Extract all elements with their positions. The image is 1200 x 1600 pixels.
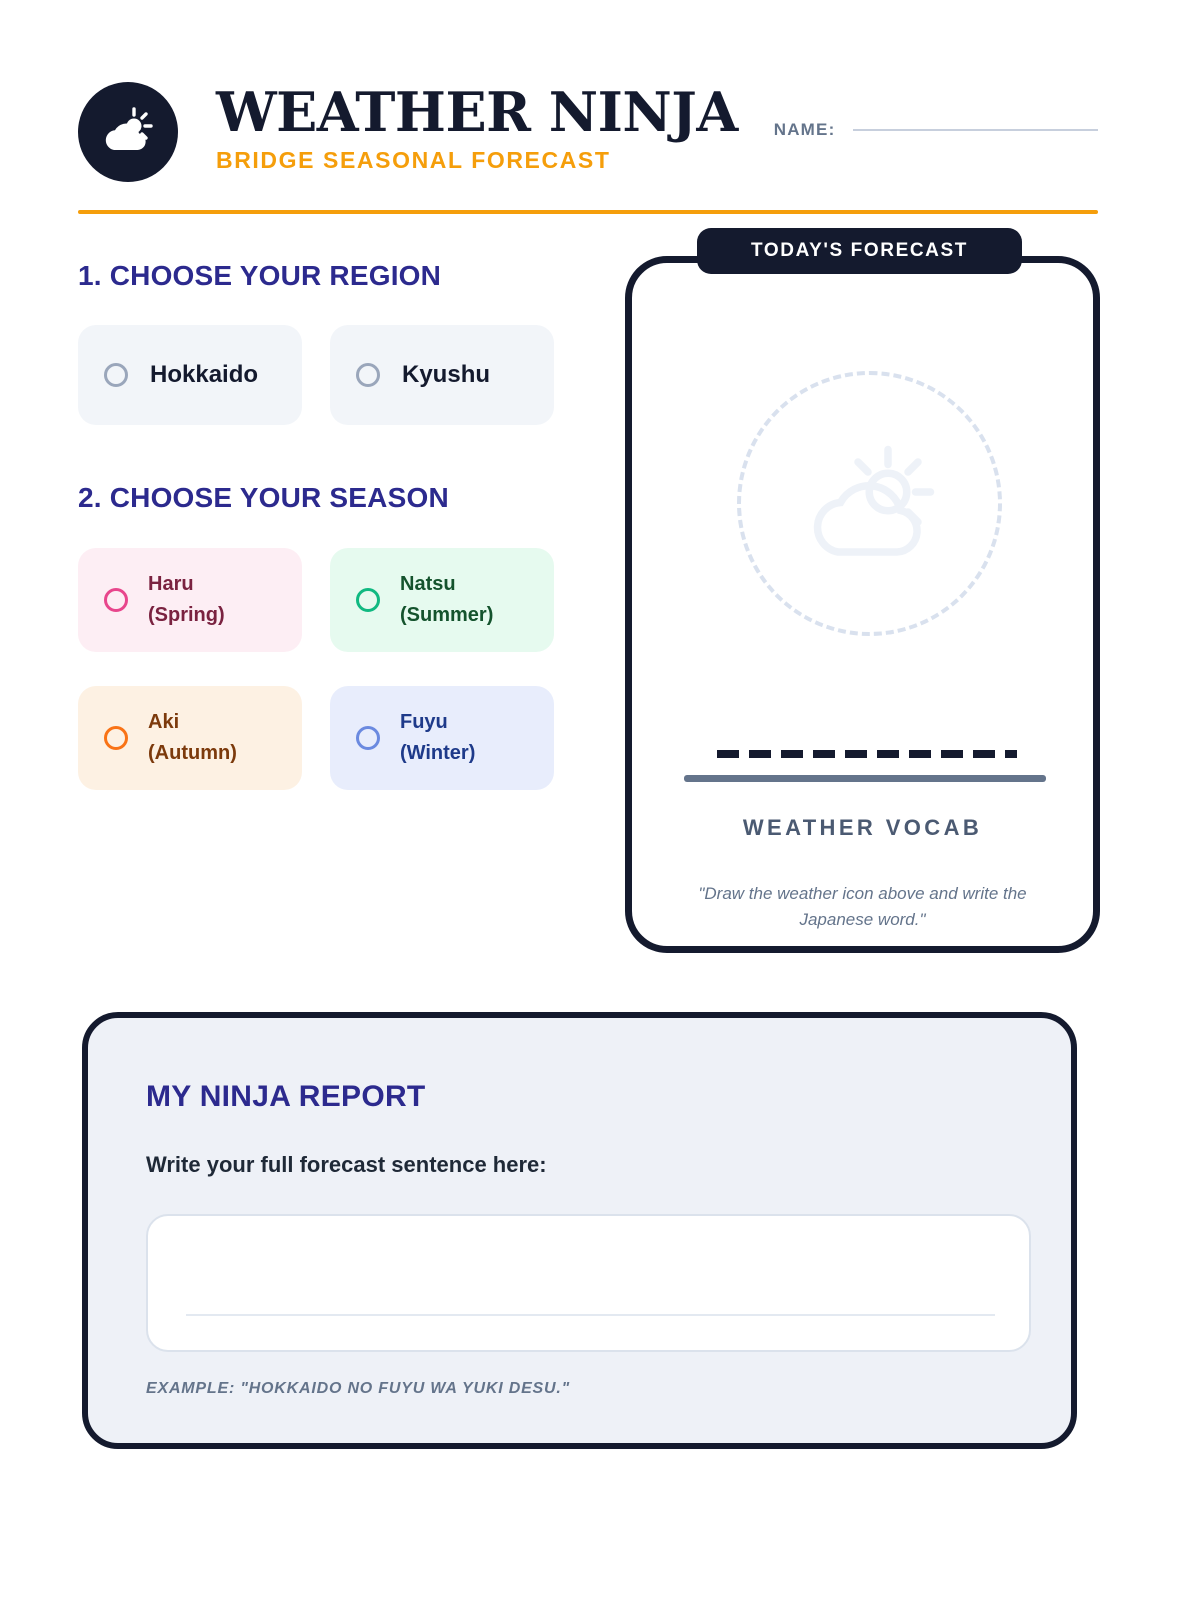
season-option-name: Natsu [400, 573, 456, 595]
radio-icon[interactable] [356, 363, 380, 387]
drawing-area[interactable] [737, 371, 1002, 636]
report-input[interactable] [146, 1214, 1031, 1352]
vocab-label: WEATHER VOCAB [742, 815, 983, 840]
radio-icon[interactable] [104, 363, 128, 387]
season-option-natsu[interactable] [330, 548, 554, 652]
season-option-fuyu[interactable] [330, 686, 554, 790]
season-options [78, 548, 554, 790]
forecast-hint: "Draw the weather icon above and write the Japanese word." [698, 884, 1027, 930]
forecast-card [625, 256, 1100, 953]
season-option-label [400, 707, 475, 769]
header-divider [78, 210, 1098, 214]
report-input-line [186, 1314, 995, 1316]
season-option-translation: (Autumn) [148, 742, 237, 764]
page-header [78, 72, 1098, 190]
season-option-translation: (Winter) [400, 742, 476, 764]
report-title: MY NINJA REPORT [146, 1080, 426, 1113]
title-block [216, 80, 738, 174]
name-field-group [774, 120, 1098, 140]
region-option-kyushu[interactable] [330, 325, 554, 425]
region-section-heading: 1. CHOOSE YOUR REGION [78, 260, 442, 291]
report-prompt: Write your full forecast sentence here: [146, 1152, 547, 1177]
season-option-label [148, 569, 225, 631]
page-subtitle: BRIDGE SEASONAL FORECAST [216, 146, 611, 173]
name-input-line[interactable] [853, 129, 1098, 131]
season-option-translation: (Summer) [400, 604, 494, 626]
region-option-label: Hokkaido [150, 361, 259, 388]
season-option-haru[interactable] [78, 548, 302, 652]
forecast-tab-label: TODAY'S FORECAST [751, 240, 968, 261]
radio-icon[interactable] [104, 588, 128, 612]
page-title: WEATHER NINJA [216, 80, 738, 144]
season-section-heading: 2. CHOOSE YOUR SEASON [78, 482, 449, 513]
season-option-name: Fuyu [400, 711, 448, 733]
forecast-tab [697, 228, 1022, 274]
region-options [78, 325, 554, 425]
season-option-label [400, 569, 493, 631]
name-label: NAME: [773, 120, 836, 139]
vocab-writing-line[interactable] [684, 775, 1046, 782]
radio-icon[interactable] [356, 726, 380, 750]
season-option-name: Aki [148, 711, 180, 733]
region-option-hokkaido[interactable] [78, 325, 302, 425]
season-option-aki[interactable] [78, 686, 302, 790]
radio-icon[interactable] [356, 588, 380, 612]
brand-logo-badge [78, 82, 178, 182]
forecast-card-wrapper [625, 228, 1100, 953]
report-example: EXAMPLE: "HOKKAIDO NO FUYU WA YUKI DESU." [146, 1380, 570, 1397]
region-option-label: Kyushu [402, 361, 491, 388]
vocab-dash-guides [717, 750, 1017, 758]
radio-icon[interactable] [104, 726, 128, 750]
season-option-name: Haru [148, 573, 194, 595]
season-option-label [148, 707, 237, 769]
report-panel [82, 1012, 1077, 1449]
season-option-translation: (Spring) [148, 604, 225, 626]
